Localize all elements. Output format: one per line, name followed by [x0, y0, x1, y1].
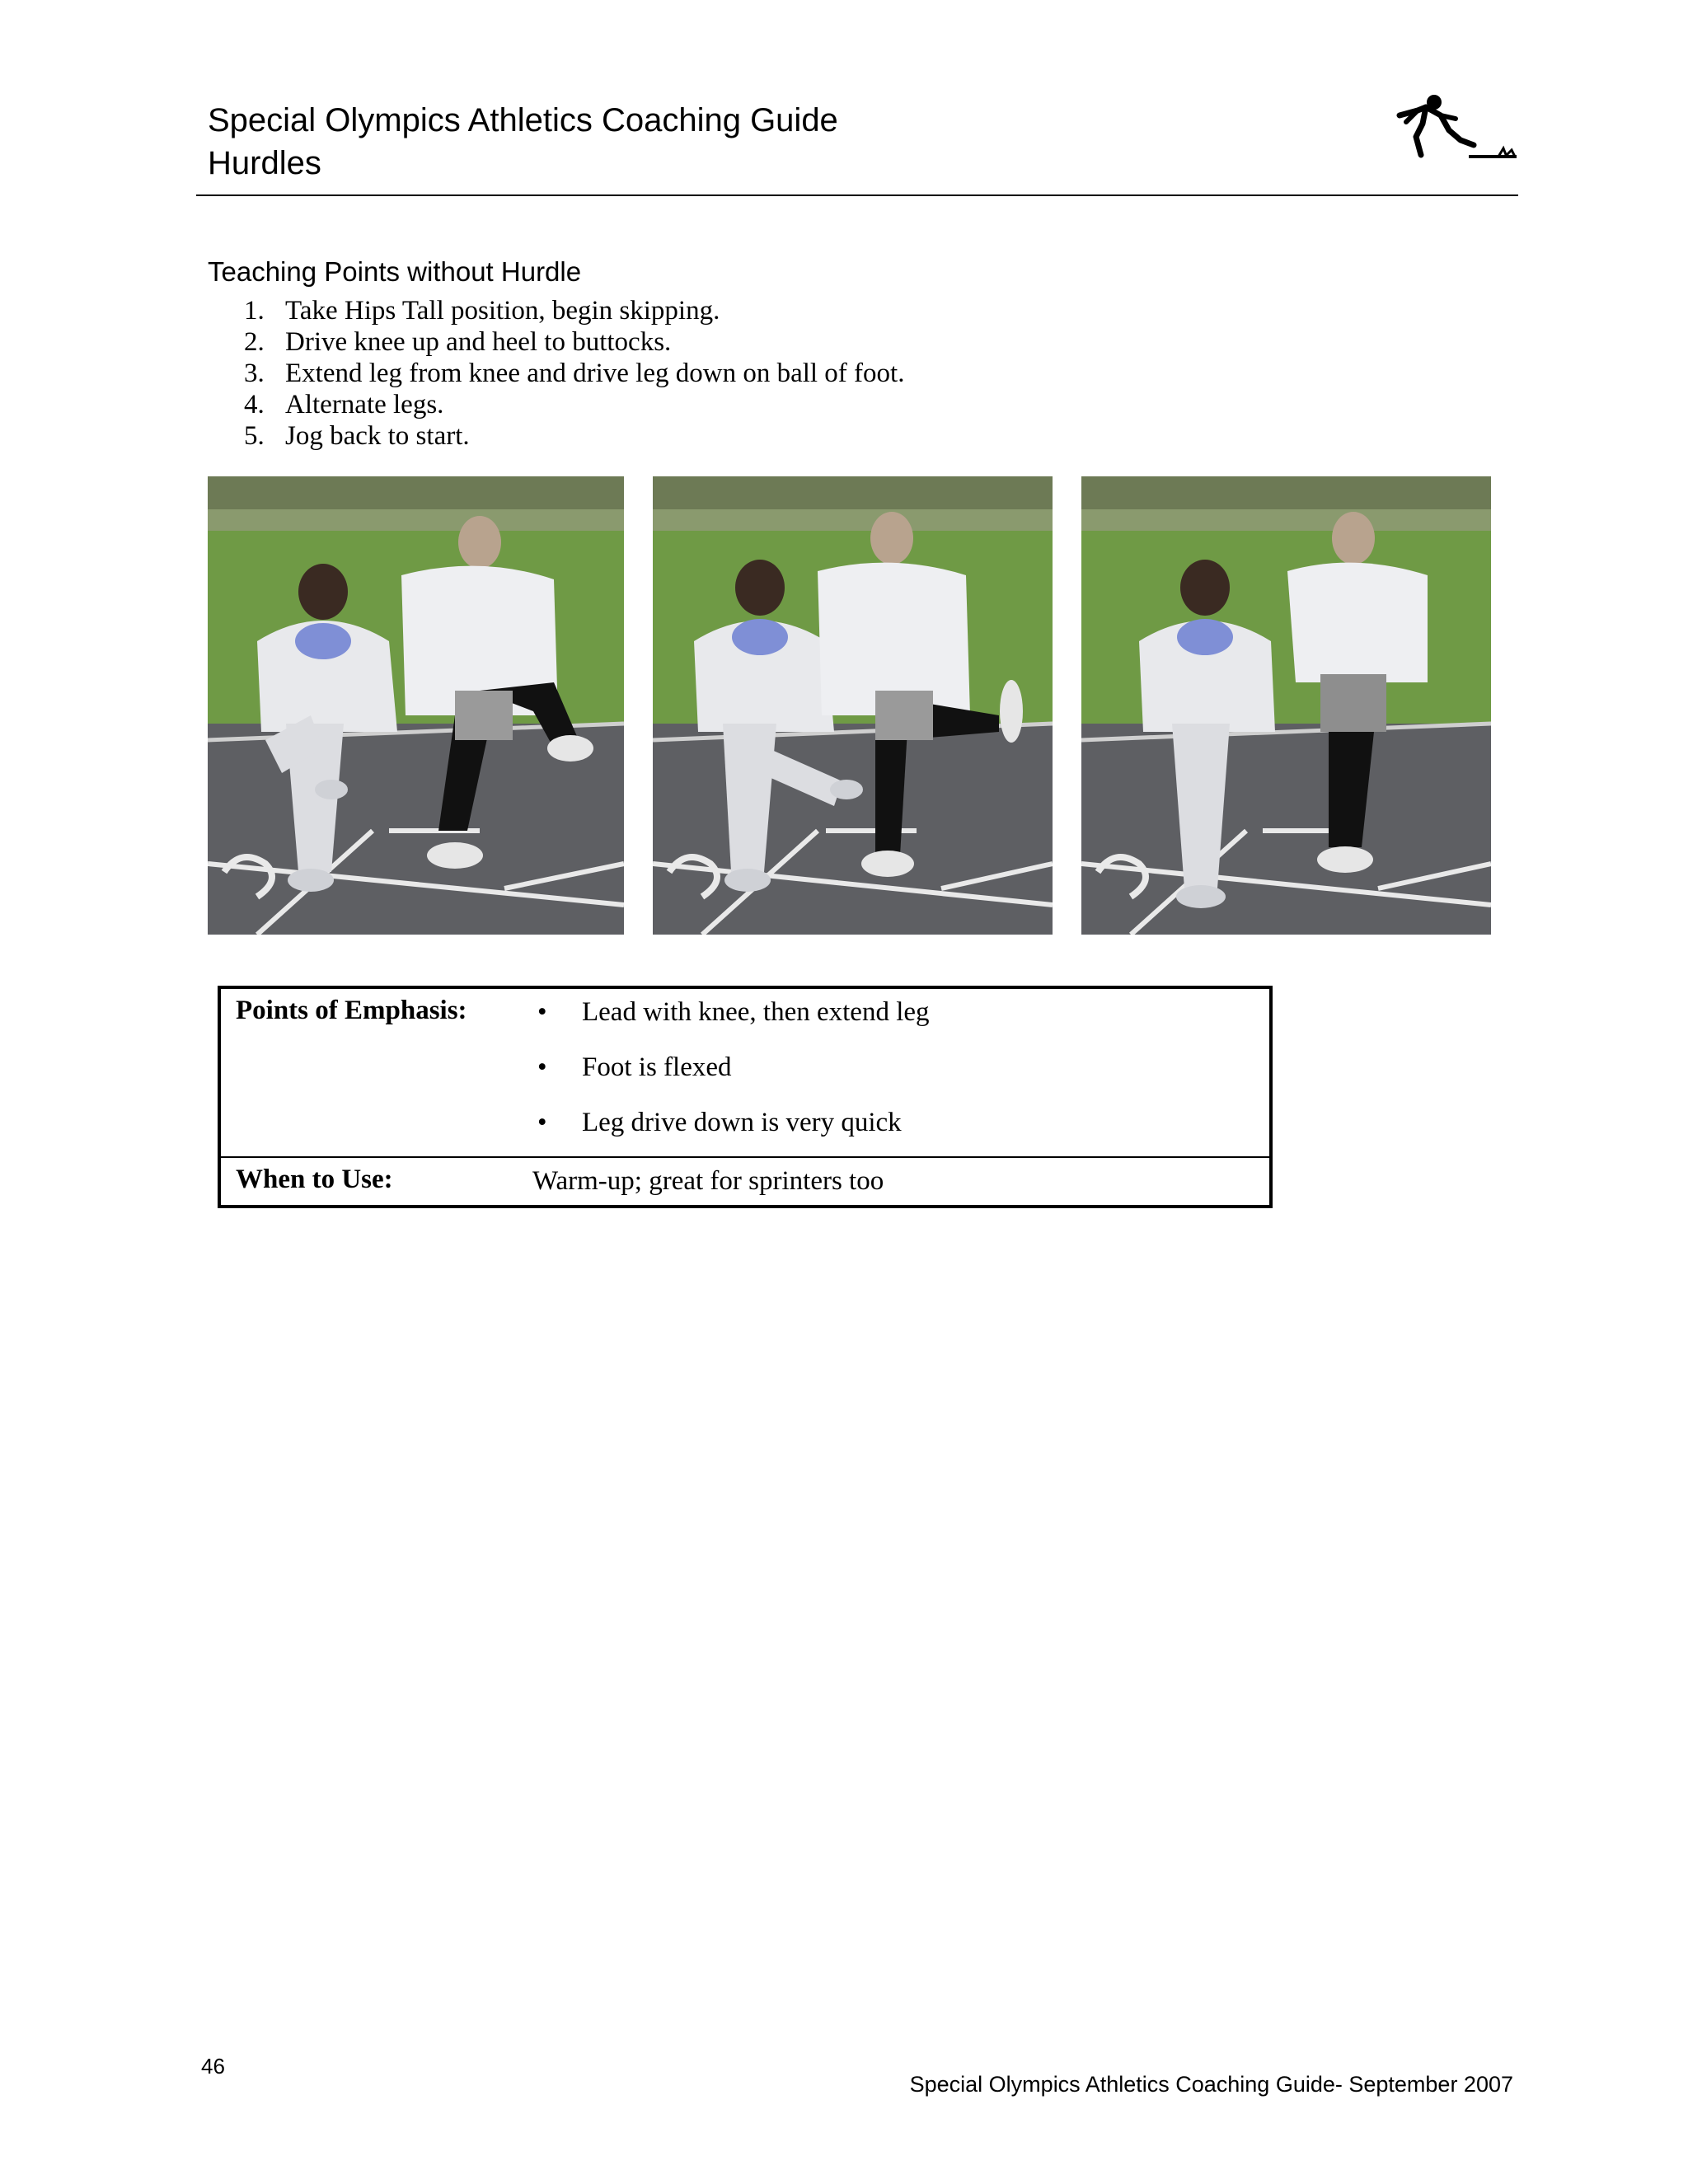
header-divider	[196, 194, 1518, 196]
when-value-cell	[532, 1157, 1271, 1207]
emphasis-point: Lead with knee, then extend leg	[582, 997, 930, 1027]
step-text: Alternate legs.	[285, 390, 444, 419]
when-label: When to Use:	[236, 1165, 393, 1194]
emphasis-point: Foot is flexed	[582, 1052, 732, 1082]
drill-photo-2	[653, 476, 1053, 935]
table-row	[219, 1157, 1271, 1207]
step-text: Drive knee up and heel to buttocks.	[285, 327, 672, 357]
step-number: 3.	[244, 359, 265, 388]
bullet-icon: •	[537, 1052, 547, 1082]
emphasis-point: Leg drive down is very quick	[582, 1108, 902, 1137]
emphasis-points-list	[532, 996, 1269, 1139]
header-title: Special Olympics Athletics Coaching Guide	[208, 102, 838, 138]
emphasis-points-cell	[532, 987, 1271, 1157]
step-number: 5.	[244, 421, 265, 451]
table-row	[219, 987, 1271, 1157]
step-number: 1.	[244, 296, 265, 326]
step-number: 2.	[244, 327, 265, 357]
header-subtitle: Hurdles	[208, 145, 321, 181]
list-item	[244, 420, 904, 452]
step-text: Take Hips Tall position, begin skipping.	[285, 296, 720, 326]
emphasis-table	[218, 986, 1273, 1208]
list-item	[244, 358, 904, 389]
list-item	[532, 996, 1269, 1029]
footer-text: Special Olympics Athletics Coaching Guide- September 2007	[909, 2072, 1513, 2097]
step-text: Jog back to start.	[285, 421, 470, 451]
list-item	[244, 326, 904, 358]
hurdler-icon	[1393, 91, 1525, 165]
page-number: 46	[201, 2054, 225, 2079]
list-item	[244, 389, 904, 420]
drill-photo-3	[1081, 476, 1491, 935]
list-item	[532, 1051, 1269, 1084]
when-value: Warm-up; great for sprinters too	[532, 1166, 884, 1196]
section-heading: Teaching Points without Hurdle	[208, 256, 582, 287]
drill-photo-1	[208, 476, 624, 935]
bullet-icon: •	[537, 1108, 547, 1137]
step-number: 4.	[244, 390, 265, 419]
step-text: Extend leg from knee and drive leg down on ball of foot.	[285, 359, 905, 388]
list-item	[532, 1106, 1269, 1139]
list-item	[244, 295, 904, 326]
emphasis-label: Points of Emphasis:	[236, 996, 467, 1025]
bullet-icon: •	[537, 997, 547, 1027]
teaching-steps-list	[244, 295, 904, 452]
